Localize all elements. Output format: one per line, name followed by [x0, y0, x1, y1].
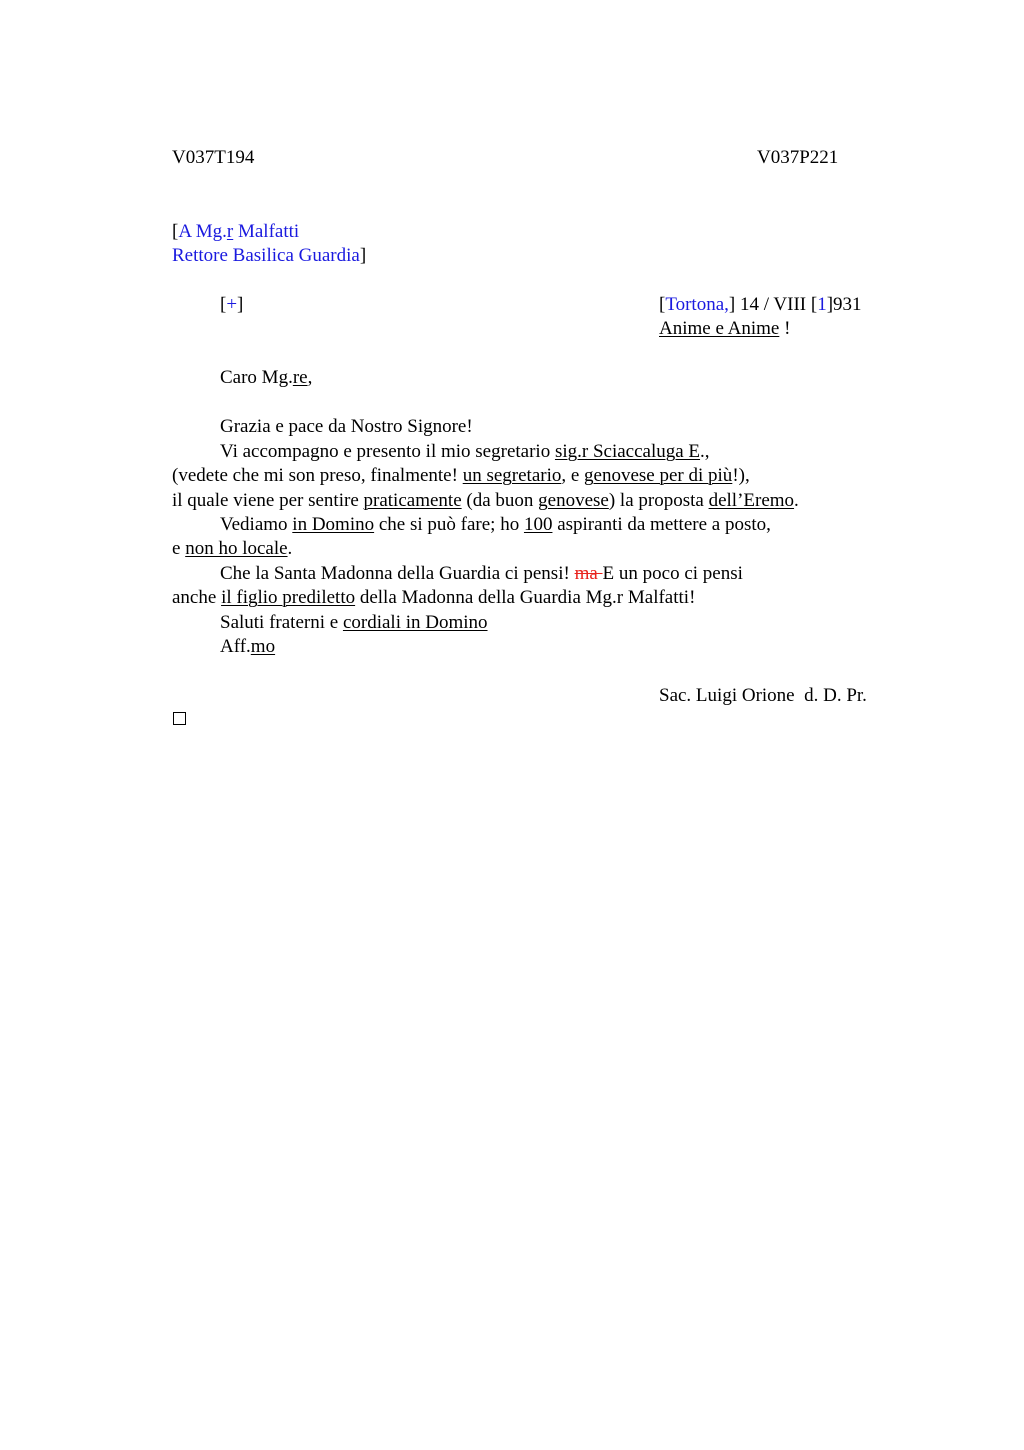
addressee-line-2: Rettore Basilica Guardia]: [172, 245, 367, 266]
body-line-5: Vediamo in Domino che si può fare; ho 100 aspiranti da mettere a posto,: [220, 514, 771, 535]
body-line-4: il quale viene per sentire praticamente (da buon genovese) la proposta dell’Eremo.: [172, 490, 799, 511]
cross-mark: [+]: [220, 294, 244, 315]
body-line-1: Grazia e pace da Nostro Signore!: [220, 416, 473, 437]
signature: Sac. Luigi Orione d. D. Pr.: [659, 685, 867, 706]
closing: Aff.mo: [220, 636, 276, 657]
document-code-left: V037T194: [172, 147, 255, 168]
body-line-6: e non ho locale.: [172, 538, 293, 559]
place-date: [Tortona,] 14 / VIII [1]931: [659, 294, 862, 315]
body-line-8: anche il figlio prediletto della Madonna della Guardia Mg.r Malfatti!: [172, 587, 696, 608]
document-code-right: V037P221: [757, 147, 839, 168]
body-line-7: Che la Santa Madonna della Guardia ci pensi! ma E un poco ci pensi: [220, 563, 743, 584]
deleted-word: ma: [574, 563, 603, 584]
body-line-3: (vedete che mi son preso, finalmente! un segretario, e genovese per di più!),: [172, 465, 750, 486]
end-mark-square-icon: [173, 712, 186, 725]
body-line-2: Vi accompagno e presento il mio segretario sig.r Sciaccaluga E.,: [220, 441, 710, 462]
cross-icon: +: [226, 294, 238, 315]
body-line-9: Saluti fraterni e cordiali in Domino: [220, 612, 488, 633]
addressee-line-1: [A Mg.r Malfatti: [172, 221, 300, 242]
motto: Anime e Anime !: [659, 318, 791, 339]
salutation: Caro Mg.re,: [220, 367, 313, 388]
